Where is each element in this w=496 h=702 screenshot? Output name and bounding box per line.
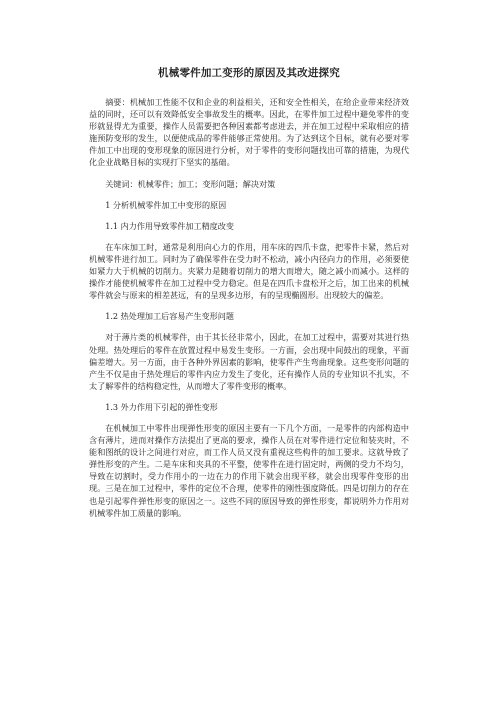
keywords-line: 关键词：机械零件；加工；变形问题；解决对策 [105,178,276,189]
section-1-2-body: 对于薄片类的机械零件，由于其长径非常小，因此，在加工过程中，需要对其进行热处理。热处理后的零件在放置过程中易发生变形。一方面，会出现中间鼓出的现象，平面偏差增大。另一方面，由于各种外界因素的影响，使零件产生弯曲现象。这些变形问题的产生不仅是由于热处理后的零件内应力发生了变化，还有操作人员的专业知识不扎实，不太了解零件的结构稳定性，从而增大了零件变形的概率。 [89,332,409,391]
section-1-1-heading: 1.1 内力作用导致零件加工精度改变 [105,220,234,231]
section-1-3-heading: 1.3 外力作用下引起的弹性变形 [105,401,218,412]
section-1-1-body: 在车床加工时，通常是利用向心力的作用，用车床的四爪卡盘，把零件卡紧，然后对机械零件进行加工。同时为了确保零件在受力时不松动，减小内径向力的作用，必须要使如紧力大于机械的切削力。夹紧力是随着切削力的增大而增大，随之减小而减小。这样的操作才能使机械零件在加工过程中受力稳定。但是在四爪卡盘松开之后，加工出来的机械零件就会与原来的相差甚远，有的呈现多边形，有的呈现椭圆形。出现较大的偏差。 [89,241,409,301]
document-body [89,66,409,519]
section-1-heading: 1 分析机械零件加工中变形的原因 [105,199,227,210]
abstract-paragraph: 摘要：机械加工性能不仅和企业的利益相关，还和安全性相关，在给企业带来经济效益的同时，还可以有效降低安全事故发生的概率。因此，在零件加工过程中避免零件的变形就显得尤为重要，操作人员需要把各种因素都考虑进去，并在加工过程中采取相应的措施预防变形的发生，以便使成品的零件能够正常使用。为了达到这个目标，就有必要对零件加工中出现的变形现象的原因进行分析，对于零件的变形问题找出可靠的措施，为现代化企业战略目标的实现打下坚实的基础。 [89,97,409,168]
document-title: 机械零件加工变形的原因及其改进探究 [158,67,340,79]
section-1-3-body: 在机械加工中零件出现弹性形变的原因主要有一下几个方面，一是零件的内部构造中含有薄片，进而对操作方法提出了更高的要求，操作人员在对零件进行定位和装夹时，不能和图纸的设计之间进行对应，而工作人员又没有重视这些构件的加工要求。这就导致了弹性形变的产生。二是车床和夹具的不平整，使零件在进行固定时，两侧的受力不均匀，导致在切割时，受力作用小的一边在力的作用下就会出现平移，就会出现零件变形的出现。三是在加工过程中，零件的定位不合理，使零件的刚性强度降低。四是切削力的存在也是引起零件弹性形变的原因之一。这些不同的原因导致的弹性形变，都说明外力作用对机械零件加工质量的影响。 [89,422,409,518]
section-1-2-heading: 1.2 热处理加工后容易产生变形问题 [105,311,234,322]
